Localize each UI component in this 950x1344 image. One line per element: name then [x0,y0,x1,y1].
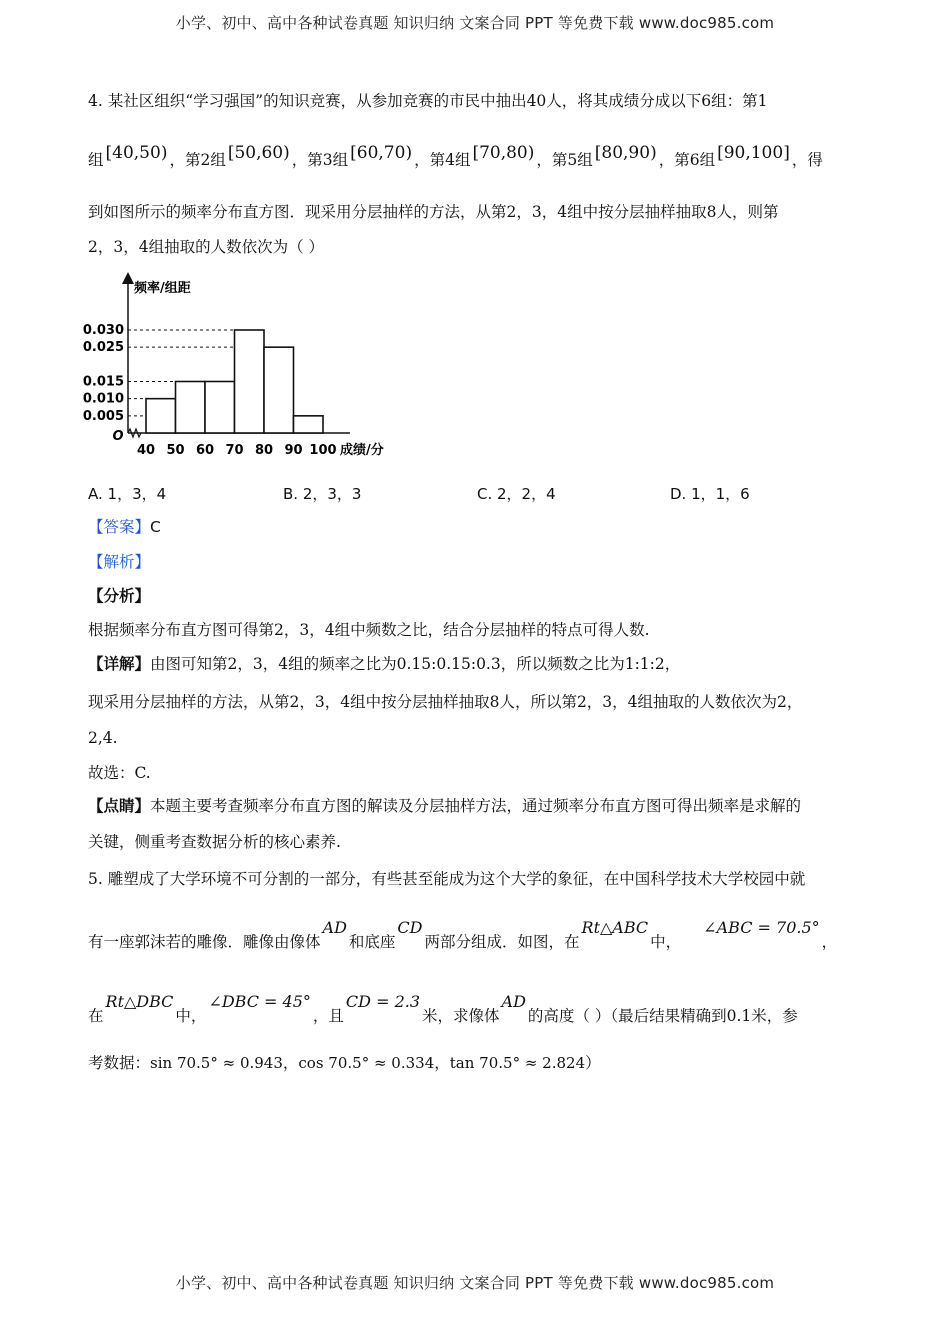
math-cd: CD [397,918,423,937]
group-interval: [80,90) [594,143,657,163]
answer-line [88,518,161,537]
answer-label: 【答案】 [88,518,151,536]
math-sin: sin 70.5° ≈ 0.943 [150,1054,283,1072]
footer-banner: 小学、初中、高中各种试卷真题 知识归纳 文案合同 PPT 等免费下载 www.doc985.com [175,1274,775,1292]
text-run: ， [821,933,838,951]
group-label: ，第6组 [658,151,716,169]
choice-a[interactable]: A. 1，3，4 [88,485,167,503]
line-end: ，得 [791,151,823,169]
frequency-histogram [82,270,418,465]
y-tick-label: 0.025 [82,340,124,356]
q5-line-1: 5. 雕塑成了大学环境不可分割的一部分，有些甚至能成为这个大学的象征，在中国科学技术大学校园中就 [88,870,806,888]
histogram-bar [264,347,294,433]
group-label: ，第2组 [169,151,226,169]
text-run: 和底座 [348,933,396,951]
origin-label: O [112,429,124,444]
detail-line-1 [88,655,680,674]
math-angle-abc: ∠ABC = 70.5° [703,918,820,937]
text-run: ，且 [312,1007,344,1025]
group-label: ，第4组 [414,151,471,169]
text-run: 在 [88,1007,104,1025]
text-run: 有一座郭沫若的雕像．雕像由像体 [88,933,321,951]
group-label: 组 [88,151,104,169]
text-run: 两部分组成．如图，在 [424,933,580,951]
choice-b[interactable]: B. 2，3，3 [283,485,362,503]
text-run: 考数据： [88,1054,151,1072]
histogram-bar [146,399,176,433]
histogram-bar [235,330,265,433]
group-interval: [90,100] [717,143,790,163]
math-rt-abc: Rt△ABC [581,918,649,937]
header-banner: 小学、初中、高中各种试卷真题 知识归纳 文案合同 PPT 等免费下载 www.doc985.com [175,14,775,32]
x-tick-label: 80 [254,443,274,458]
q5-line-4 [88,1054,601,1073]
x-tick-label: 90 [284,443,303,458]
histogram-bar [176,382,206,434]
q4-line-1: 4. 某社区组织“学习强国”的知识竞赛，从参加竞赛的市民中抽出40人，将其成绩分成以下6组：第1 [88,92,768,110]
group-interval: [40,50) [105,143,168,163]
detail-text: 由图可知第2，3，4组的频率之比为0.15:0.15:0.3，所以频数之比为1:1:2， [150,655,681,673]
q5-line-2 [88,918,838,952]
comment-line-2: 关键，侧重考查数据分析的核心素养. [88,833,341,851]
x-tick-label: 40 [136,443,156,458]
q4-line-2 [88,143,823,170]
q4-line-4: 2，3，4组抽取的人数依次为（ ） [88,238,325,256]
text-run: 中， [175,1007,207,1025]
comment-line-1 [88,797,801,816]
text-run: 中， [650,933,682,951]
analysis-label: 【解析】 [88,553,151,571]
x-tick-label: 70 [225,443,244,458]
math-rt-dbc: Rt△DBC [105,992,174,1011]
detail-label: 【详解】 [88,654,151,673]
text-run: 的高度（ ）（最后结果精确到0.1米，参 [527,1007,798,1025]
math-ad: AD [322,918,347,937]
choose-line: 故选：C. [88,764,151,782]
histogram-bar [294,416,324,433]
text-run: ， [434,1054,450,1072]
x-tick-label: 100 [309,443,337,458]
y-tick-label: 0.010 [82,391,124,407]
comment-label: 【点睛】 [88,796,151,815]
x-tick-label: 60 [195,443,215,458]
group-label: ，第5组 [536,151,593,169]
y-axis-title: 频率/组距 [134,281,191,296]
group-interval: [70,80) [472,143,535,163]
choice-d[interactable]: D. 1，1，6 [670,485,750,503]
fenxi-text: 根据频率分布直方图可得第2，3，4组中频数之比，结合分层抽样的特点可得人数. [88,621,650,639]
group-interval: [60,70) [350,143,413,163]
group-interval: [50,60) [227,143,290,163]
math-cd-value: CD = 2.3 [345,992,421,1011]
choice-c[interactable]: C. 2，2，4 [477,485,556,503]
text-run: 米，求像体 [422,1007,500,1025]
y-tick-label: 0.015 [82,374,124,390]
y-tick-label: 0.005 [82,408,124,424]
math-tan: tan 70.5° ≈ 2.824 [449,1054,586,1072]
answer-value: C [150,518,161,536]
group-label: ，第3组 [291,151,349,169]
text-run: ， [282,1054,299,1072]
detail-line-3: 2,4. [88,729,118,747]
detail-line-2: 现采用分层抽样的方法，从第2，3，4组中按分层抽样抽取8人，所以第2，3，4组抽取的人数依次为2， [88,693,803,711]
x-axis-title: 成绩/分 [340,443,384,458]
x-tick-label: 50 [166,443,185,458]
math-ad: AD [501,992,526,1011]
math-angle-dbc: ∠DBC = 45° [208,992,311,1011]
q4-line-3: 到如图所示的频率分布直方图．现采用分层抽样的方法，从第2，3，4组中按分层抽样抽取8人，则第 [88,203,779,221]
comment-text: 本题主要考查频率分布直方图的解读及分层抽样方法，通过频率分布直方图可得出频率是求解的 [150,797,802,815]
q5-line-3 [88,992,798,1026]
histogram-bar [205,382,235,434]
y-tick-label: 0.030 [82,323,124,338]
text-run: ） [585,1054,601,1072]
math-cos: cos 70.5° ≈ 0.334 [298,1054,435,1072]
fenxi-label: 【分析】 [88,586,151,605]
